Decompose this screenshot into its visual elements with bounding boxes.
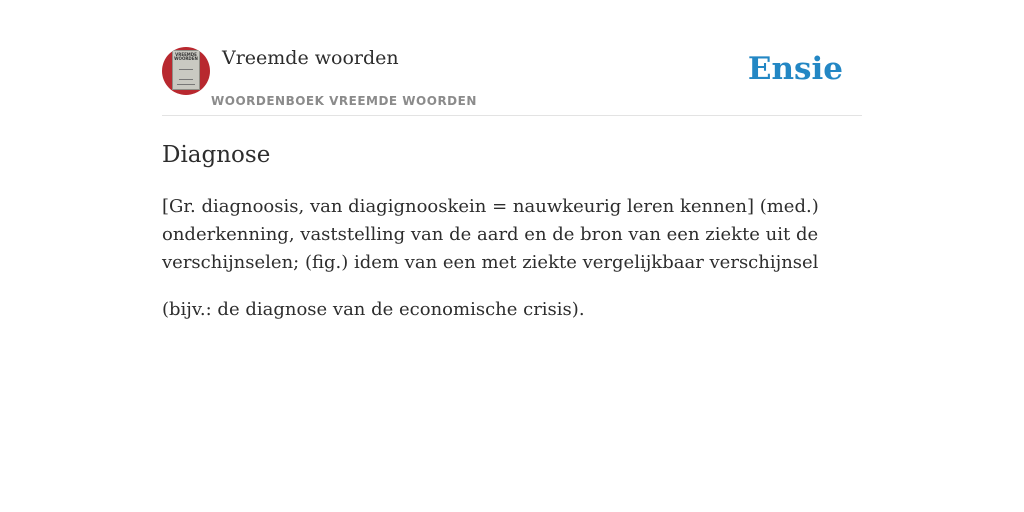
entry-title: Diagnose: [162, 142, 271, 168]
book-cover-icon: [172, 50, 200, 90]
book-cover-detail: [179, 69, 193, 80]
source-avatar[interactable]: [162, 47, 210, 95]
entry-example: (bijv.: de diagnose van de economische crisis).: [162, 299, 585, 320]
ensie-logo-link[interactable]: Ensie: [747, 51, 843, 87]
book-cover-title: VREEMDE WOORDEN: [174, 52, 198, 61]
page-header: [162, 40, 862, 116]
book-cover-bottom-line: [177, 84, 195, 85]
source-title-link[interactable]: Vreemde woorden: [222, 47, 399, 69]
source-subtitle: WOORDENBOEK VREEMDE WOORDEN: [211, 94, 477, 108]
entry-definition: [Gr. diagnoosis, van diagignooskein = nauwkeurig leren kennen] (med.) onderkenning, vaststelling van de aard en de bron van een ziekte uit de verschijnselen; (fig.) idem van een met ziekte vergelijkbaar verschijnsel: [162, 196, 819, 273]
